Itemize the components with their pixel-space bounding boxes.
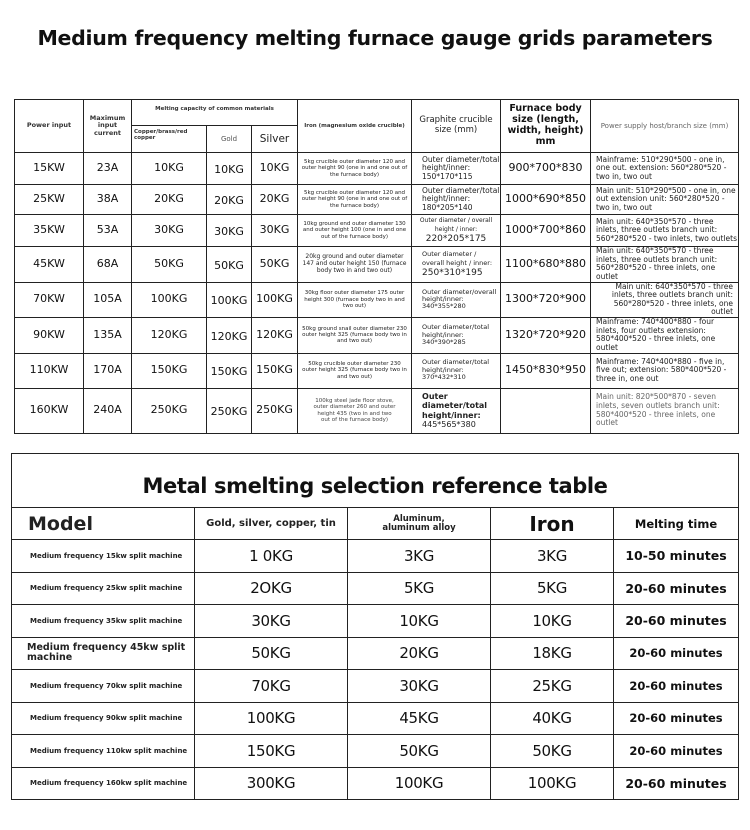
header-model: Model [12, 508, 195, 540]
iron-cell: 50kg ground snail outer diameter 230 outer height 325 (furnace body two in and two out) [298, 318, 412, 354]
iron-cell: 20kg ground and outer diameter 147 and outer height 150 (furnace body two in and two out) [298, 247, 412, 283]
copper-cell: 50KG [132, 247, 207, 283]
furnace-cell: 1300*720*900 [501, 282, 591, 318]
silver-cell: 150KG [252, 353, 298, 388]
graphite-cell [412, 282, 501, 318]
graphite-label: Outer diameter / overall height / inner: [422, 250, 493, 268]
model-cell: Medium frequency 35kw split machine [12, 605, 195, 638]
header-gold-silver: Gold, silver, copper, tin [195, 508, 348, 540]
table-row [15, 247, 739, 283]
aluminum-cell: 100KG [348, 767, 491, 800]
furnace-cell: 1000*700*860 [501, 215, 591, 247]
iron-cell: 50KG [491, 735, 614, 768]
model-cell: Medium frequency 15kw split machine [12, 540, 195, 573]
iron-cell: 10kg ground end outer diameter 130 and outer height 100 (one in and one out of the furnace body) [298, 215, 412, 247]
current-cell: 23A [84, 153, 132, 185]
silver-cell: 100KG [252, 282, 298, 318]
table-row [15, 353, 739, 388]
gauge-parameters-table [14, 99, 739, 434]
table-row [12, 637, 739, 670]
power-supply-cell: Main unit: 640*350*570 - three inlets, three outlets branch unit: 560*280*520 - three inlets, one outlet [591, 247, 739, 283]
header-power-input: Power input [15, 100, 84, 153]
graphite-cell [412, 318, 501, 354]
copper-cell: 250KG [132, 388, 207, 433]
power-supply-cell: Main unit: 640*350*570 - three inlets, three outlets branch unit: 560*280*520 - three inlets, one outlet [591, 282, 739, 318]
current-cell: 38A [84, 185, 132, 215]
furnace-cell: 1100*680*880 [501, 247, 591, 283]
model-cell: Medium frequency 110kw split machine [12, 735, 195, 768]
melting-time-cell: 20-60 minutes [614, 702, 739, 735]
table-row [12, 540, 739, 573]
graphite-size: 250*310*195 [422, 267, 483, 278]
iron-cell: 25KG [491, 670, 614, 703]
melting-time-cell: 20-60 minutes [614, 605, 739, 638]
graphite-size: 340*390*285 [422, 337, 466, 346]
table-row [15, 318, 739, 354]
graphite-cell [412, 388, 501, 433]
model-cell: Medium frequency 45kw split machine [12, 637, 195, 670]
copper-cell: 120KG [132, 318, 207, 354]
power-supply-cell: Main unit: 820*500*870 - seven inlets, seven outlets branch unit: 580*400*520 - three inlets, one outlet [591, 388, 739, 433]
iron-cell: 40KG [491, 702, 614, 735]
iron-cell: 5KG [491, 572, 614, 605]
gold-cell: 50KG [207, 247, 252, 283]
melting-time-cell: 20-60 minutes [614, 670, 739, 703]
iron-cell: 10KG [491, 605, 614, 638]
aluminum-cell: 20KG [348, 637, 491, 670]
copper-cell: 10KG [132, 153, 207, 185]
melting-time-cell: 20-60 minutes [614, 767, 739, 800]
table-row [12, 702, 739, 735]
current-cell: 105A [84, 282, 132, 318]
graphite-label: Outer diameter/total height/inner: [422, 392, 488, 420]
table-row [15, 215, 739, 247]
silver-cell: 30KG [252, 215, 298, 247]
furnace-cell: 1000*690*850 [501, 185, 591, 215]
table-row [12, 670, 739, 703]
melting-time-cell: 10-50 minutes [614, 540, 739, 573]
graphite-cell [412, 247, 501, 283]
aluminum-cell: 45KG [348, 702, 491, 735]
gold-silver-cell: 100KG [195, 702, 348, 735]
header-aluminum: Aluminum, aluminum alloy [348, 508, 491, 540]
gold-silver-cell: 300KG [195, 767, 348, 800]
current-cell: 170A [84, 353, 132, 388]
selection-reference-table [11, 453, 739, 800]
melting-time-cell: 20-60 minutes [614, 735, 739, 768]
gold-silver-cell: 30KG [195, 605, 348, 638]
graphite-size: 445*565*380 [422, 419, 476, 429]
graphite-label: Outer diameter/total height/inner: [422, 154, 500, 173]
graphite-size: 220*205*175 [425, 234, 487, 245]
current-cell: 68A [84, 247, 132, 283]
header-melting-capacity: Melting capacity of common materials [132, 100, 298, 126]
iron-cell: 3KG [491, 540, 614, 573]
iron-cell: 100kg steel jade floor stove, outer diameter 260 and outer height 435 (two in and two out of the furnace body) [298, 388, 412, 433]
silver-cell: 250KG [252, 388, 298, 433]
graphite-cell [412, 153, 501, 185]
header-melting-time: Melting time [614, 508, 739, 540]
aluminum-cell: 3KG [348, 540, 491, 573]
gold-cell: 30KG [207, 215, 252, 247]
graphite-size: 180*205*140 [422, 202, 473, 212]
table-row [15, 282, 739, 318]
header-max-current: Maximum input current [84, 100, 132, 153]
model-cell: Medium frequency 70kw split machine [12, 670, 195, 703]
silver-cell: 20KG [252, 185, 298, 215]
iron-cell: 30kg floor outer diameter 175 outer height 300 (furnace body two in and two out) [298, 282, 412, 318]
melting-time-cell: 20-60 minutes [614, 572, 739, 605]
iron-cell: 5kg crucible outer diameter 120 and outer height 90 (one in and one out of the furnace body) [298, 153, 412, 185]
gold-silver-cell: 1 0KG [195, 540, 348, 573]
table-row [15, 388, 739, 433]
power-cell: 70KW [15, 282, 84, 318]
current-cell: 240A [84, 388, 132, 433]
graphite-cell [412, 215, 501, 247]
header-iron: Iron (magnesium oxide crucible) [298, 100, 412, 153]
power-cell: 15KW [15, 153, 84, 185]
power-cell: 35KW [15, 215, 84, 247]
table-row [12, 605, 739, 638]
power-supply-cell: Mainframe: 740*400*880 - five in, five out; extension: 580*400*520 - three in, one out [591, 353, 739, 388]
power-cell: 110KW [15, 353, 84, 388]
power-cell: 45KW [15, 247, 84, 283]
graphite-label: Outer diameter/total height/inner: [422, 358, 490, 374]
power-supply-cell: Mainframe: 510*290*500 - one in, one out. extension: 560*280*520 - two in, two out [591, 153, 739, 185]
gold-cell: 250KG [207, 388, 252, 433]
power-cell: 160KW [15, 388, 84, 433]
header-silver: Silver [252, 126, 298, 153]
power-cell: 25KW [15, 185, 84, 215]
silver-cell: 120KG [252, 318, 298, 354]
graphite-label: Outer diameter / overall height / inner: [419, 217, 493, 234]
graphite-cell [412, 185, 501, 215]
header-copper: Copper/brass/red copper [132, 126, 207, 153]
gold-cell: 150KG [207, 353, 252, 388]
gold-cell: 10KG [207, 153, 252, 185]
model-cell: Medium frequency 90kw split machine [12, 702, 195, 735]
page-title: Medium frequency melting furnace gauge grids parameters [37, 26, 713, 50]
iron-cell: 50kg crucible outer diameter 230 outer height 325 (furnace body two in and two out) [298, 353, 412, 388]
furnace-cell: 1450*830*950 [501, 353, 591, 388]
graphite-size: 150*170*115 [422, 171, 473, 181]
aluminum-cell: 5KG [348, 572, 491, 605]
graphite-label: Outer diameter/overall height/inner: [422, 287, 497, 304]
silver-cell: 50KG [252, 247, 298, 283]
graphite-label: Outer diameter/total height/inner: [422, 323, 490, 339]
copper-cell: 20KG [132, 185, 207, 215]
aluminum-cell: 50KG [348, 735, 491, 768]
header-iron: Iron [491, 508, 614, 540]
gold-silver-cell: 2OKG [195, 572, 348, 605]
gold-silver-cell: 150KG [195, 735, 348, 768]
graphite-cell [412, 353, 501, 388]
header-furnace-body: Furnace body size (length, width, height) mm [501, 100, 591, 153]
gold-cell: 120KG [207, 318, 252, 354]
melting-time-cell: 20-60 minutes [614, 637, 739, 670]
graphite-label: Outer diameter/total height/inner: [422, 185, 500, 204]
aluminum-cell: 30KG [348, 670, 491, 703]
iron-cell: 18KG [491, 637, 614, 670]
silver-cell: 10KG [252, 153, 298, 185]
copper-cell: 30KG [132, 215, 207, 247]
table-row [12, 767, 739, 800]
furnace-cell: 900*700*830 [501, 153, 591, 185]
aluminum-cell: 10KG [348, 605, 491, 638]
graphite-size: 370*432*310 [422, 373, 466, 382]
current-cell: 53A [84, 215, 132, 247]
iron-cell: 100KG [491, 767, 614, 800]
current-cell: 135A [84, 318, 132, 354]
iron-cell: 5kg crucible outer diameter 120 and outer height 90 (one in and one out of the furnace body) [298, 185, 412, 215]
model-cell: Medium frequency 160kw split machine [12, 767, 195, 800]
selection-table-title: Metal smelting selection reference table [12, 454, 739, 508]
header-gold: Gold [207, 126, 252, 153]
gold-cell: 20KG [207, 185, 252, 215]
model-cell: Medium frequency 25kw split machine [12, 572, 195, 605]
copper-cell: 150KG [132, 353, 207, 388]
gold-cell: 100KG [207, 282, 252, 318]
gold-silver-cell: 50KG [195, 637, 348, 670]
table-row [15, 153, 739, 185]
header-graphite: Graphite crucible size (mm) [412, 100, 501, 153]
power-cell: 90KW [15, 318, 84, 354]
table-row [12, 572, 739, 605]
table-row [12, 735, 739, 768]
gold-silver-cell: 70KG [195, 670, 348, 703]
graphite-size: 340*355*280 [422, 302, 466, 311]
power-supply-cell: Main unit: 510*290*500 - one in, one out extension unit: 560*280*520 - two in, two out [591, 185, 739, 215]
furnace-cell [501, 388, 591, 433]
power-supply-cell: Mainframe: 740*400*880 - four inlets, four outlets extension: 580*400*520 - three inlets, one outlet [591, 318, 739, 354]
power-supply-cell: Main unit: 640*350*570 - three inlets, three outlets branch unit: 560*280*520 - two inlets, two outlets [591, 215, 739, 247]
table-row [15, 185, 739, 215]
header-power-supply: Power supply host/branch size (mm) [591, 100, 739, 153]
furnace-cell: 1320*720*920 [501, 318, 591, 354]
copper-cell: 100KG [132, 282, 207, 318]
